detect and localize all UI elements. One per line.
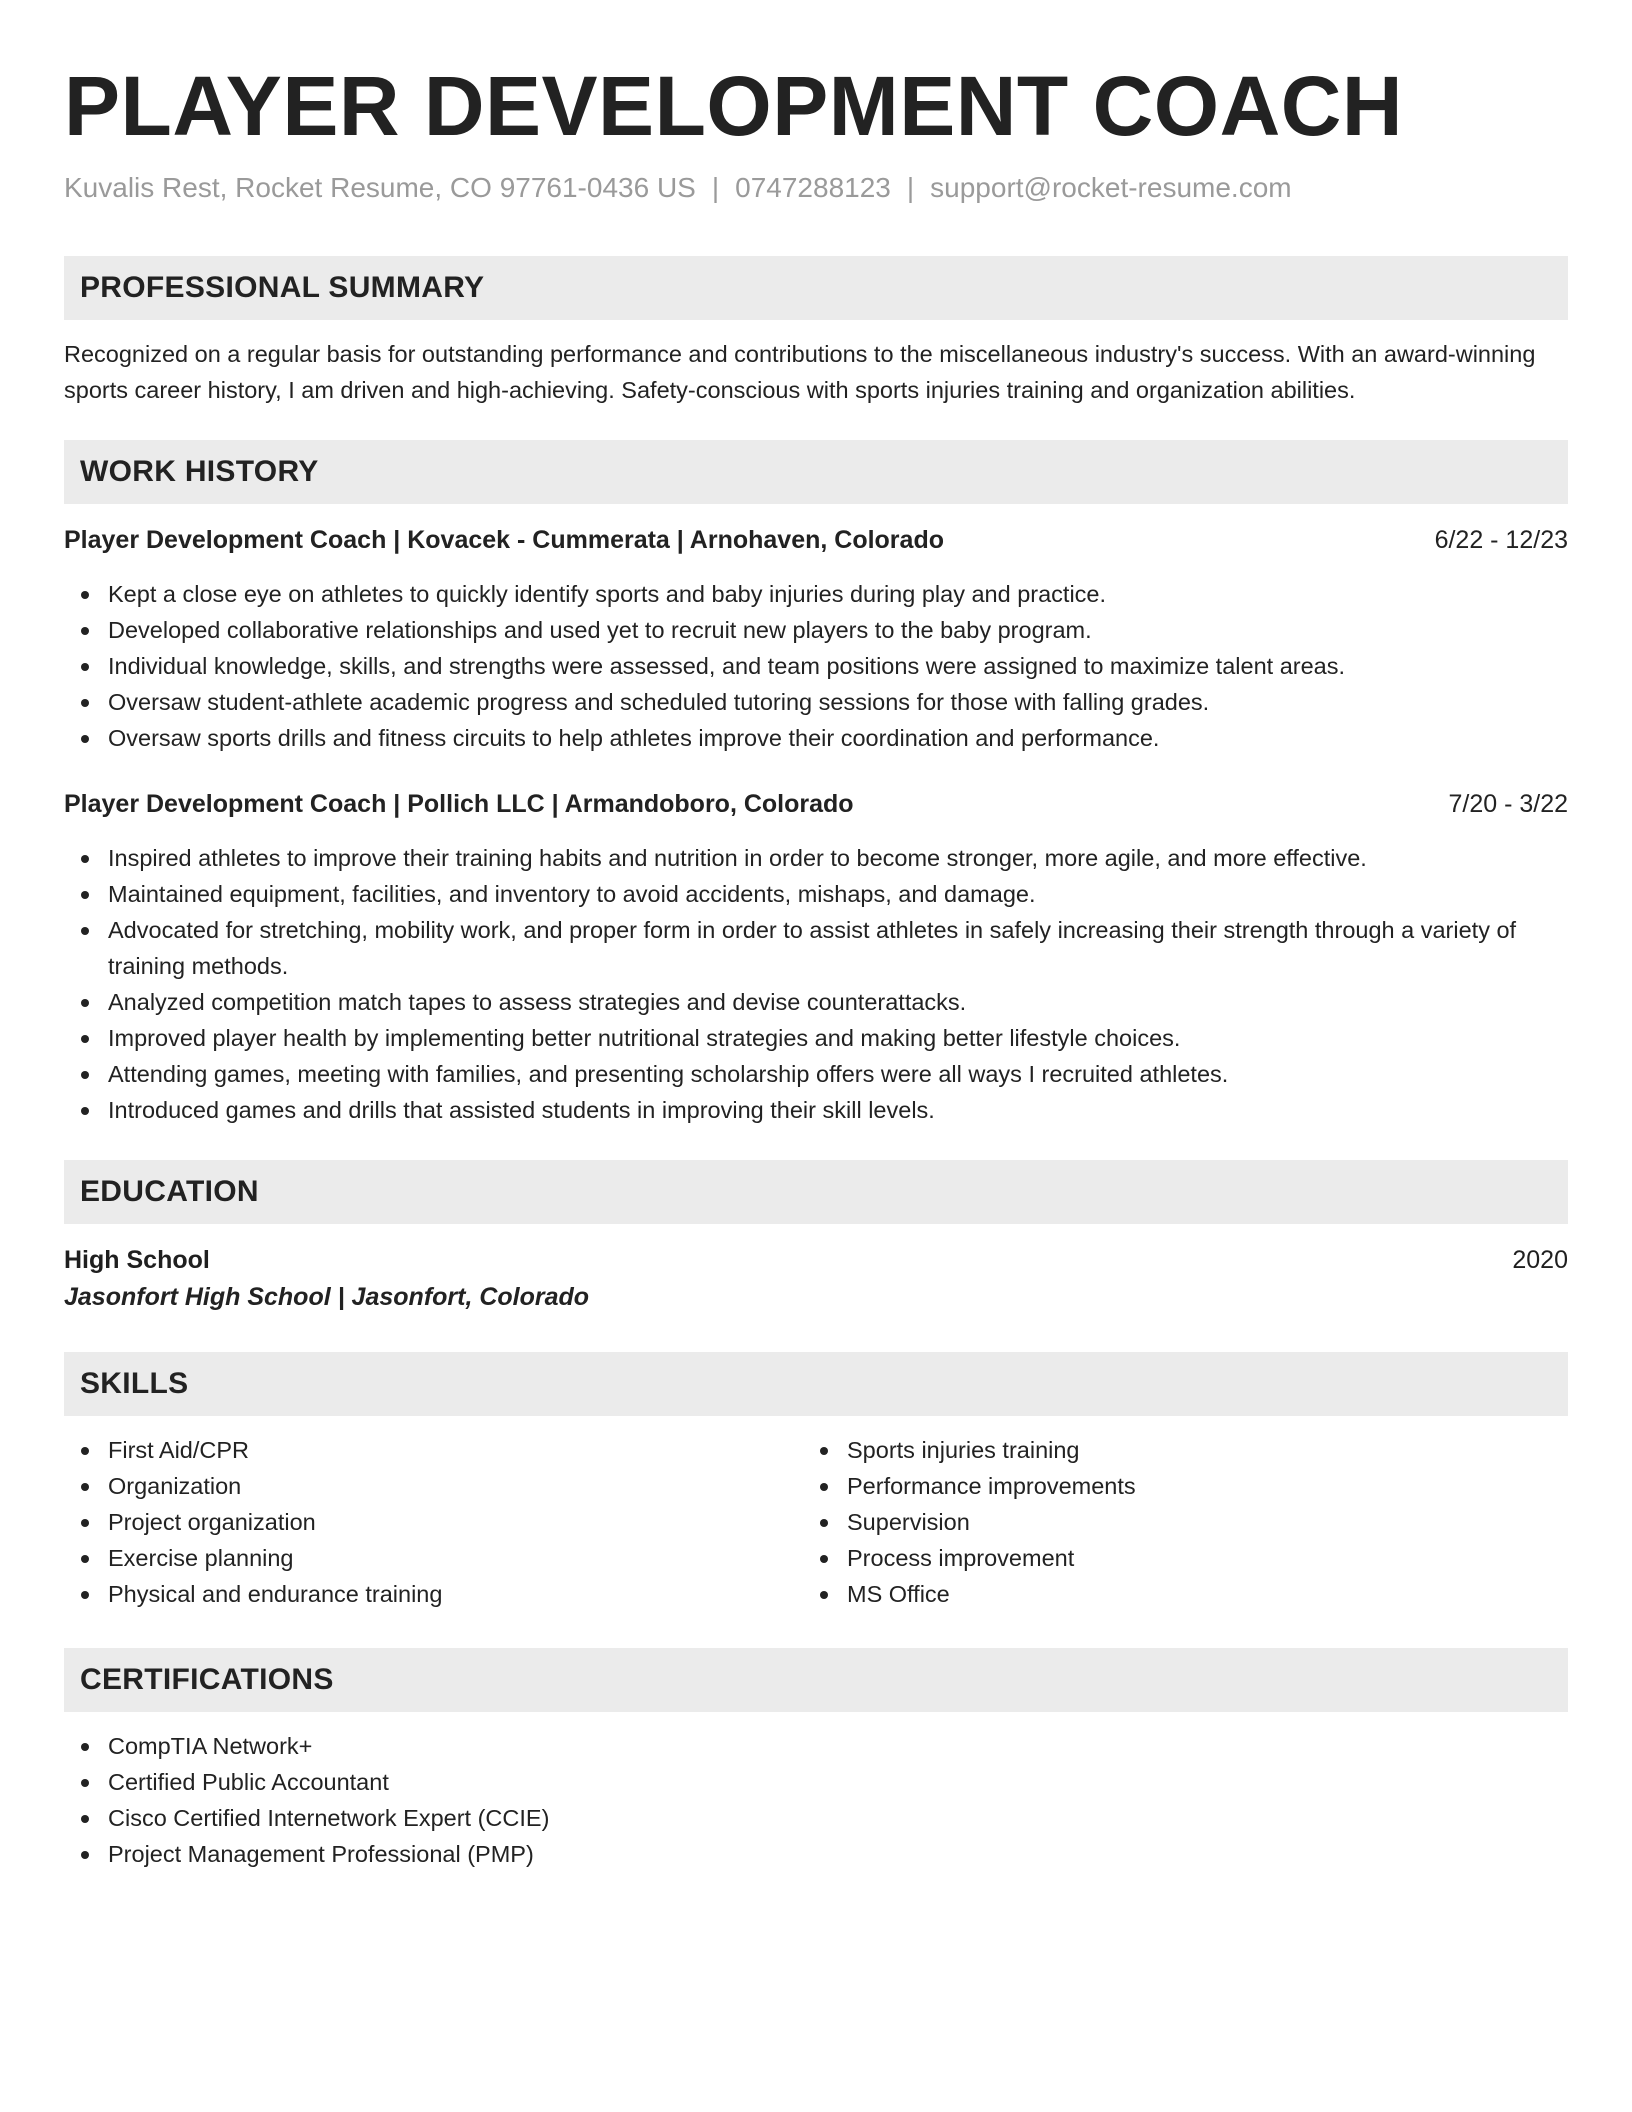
job-title: Player Development Coach | Pollich LLC | Armandoboro, Colorado [64, 790, 854, 818]
skills-grid [64, 1432, 1568, 1612]
skill-item: MS Office [803, 1576, 1542, 1612]
job-bullet: Inspired athletes to improve their training habits and nutrition in order to become stronger, more agile, and more effective. [64, 840, 1568, 876]
section-heading-education: EDUCATION [64, 1160, 1568, 1224]
section-heading-skills: SKILLS [64, 1352, 1568, 1416]
section-heading-certifications: CERTIFICATIONS [64, 1648, 1568, 1712]
certification-item: CompTIA Network+ [64, 1728, 1568, 1764]
skill-item: Project organization [64, 1504, 803, 1540]
skill-item: Exercise planning [64, 1540, 803, 1576]
education-degree: High School [64, 1246, 210, 1274]
job-bullet-list [64, 576, 1568, 756]
candidate-name: PLAYER DEVELOPMENT COACH [64, 59, 1404, 153]
summary-text: Recognized on a regular basis for outstanding performance and contributions to the miscellaneous industry's success. With an award-winning sports career history, I am driven and high-achieving. Safety-conscious with sports injuries training and organization abilities. [64, 341, 1536, 403]
skills-column-left [64, 1432, 803, 1612]
certification-item: Cisco Certified Internetwork Expert (CCIE) [64, 1800, 1568, 1836]
skill-item: Organization [64, 1468, 803, 1504]
contact-phone: 0747288123 [735, 172, 891, 203]
contact-separator: | [711, 172, 720, 203]
job-bullet: Improved player health by implementing better nutritional strategies and making better lifestyle choices. [64, 1020, 1568, 1056]
job-bullet: Oversaw student-athlete academic progress and scheduled tutoring sessions for those with falling grades. [64, 684, 1568, 720]
job-bullet-list [64, 840, 1568, 1128]
job-bullet: Kept a close eye on athletes to quickly identify sports and baby injuries during play and practice. [64, 576, 1568, 612]
contact-email: support@rocket-resume.com [930, 172, 1292, 203]
skill-item: Performance improvements [803, 1468, 1542, 1504]
skill-item: Sports injuries training [803, 1432, 1542, 1468]
job-header [64, 522, 1568, 558]
education-year: 2020 [1512, 1246, 1568, 1274]
contact-separator: | [906, 172, 915, 203]
job-bullet: Individual knowledge, skills, and strengths were assessed, and team positions were assigned to maximize talent areas. [64, 648, 1568, 684]
job-bullet: Attending games, meeting with families, and presenting scholarship offers were all ways I recruited athletes. [64, 1056, 1568, 1092]
job-dates: 7/20 - 3/22 [1448, 790, 1568, 818]
education-school: Jasonfort High School | Jasonfort, Colorado [64, 1283, 590, 1311]
contact-line [64, 170, 1568, 206]
certification-item: Project Management Professional (PMP) [64, 1836, 1568, 1872]
job-bullet: Developed collaborative relationships and used yet to recruit new players to the baby program. [64, 612, 1568, 648]
section-heading-work-history: WORK HISTORY [64, 440, 1568, 504]
job-bullet: Oversaw sports drills and fitness circuits to help athletes improve their coordination and performance. [64, 720, 1568, 756]
skill-item: Supervision [803, 1504, 1542, 1540]
job-bullet: Analyzed competition match tapes to assess strategies and devise counterattacks. [64, 984, 1568, 1020]
section-heading-summary: PROFESSIONAL SUMMARY [64, 256, 1568, 320]
skills-column-right [803, 1432, 1542, 1612]
skill-item: Physical and endurance training [64, 1576, 803, 1612]
contact-address: Kuvalis Rest, Rocket Resume, CO 97761-0436 US [64, 172, 696, 203]
job-bullet: Introduced games and drills that assisted students in improving their skill levels. [64, 1092, 1568, 1128]
job-header [64, 786, 1568, 822]
job-title: Player Development Coach | Kovacek - Cummerata | Arnohaven, Colorado [64, 526, 944, 554]
skill-item: Process improvement [803, 1540, 1542, 1576]
job-bullet: Advocated for stretching, mobility work, and proper form in order to assist athletes in safely increasing their strength through a variety of training methods. [64, 912, 1568, 984]
job-bullet: Maintained equipment, facilities, and inventory to avoid accidents, mishaps, and damage. [64, 876, 1568, 912]
certifications-list [64, 1728, 1568, 1872]
job-dates: 6/22 - 12/23 [1434, 526, 1568, 554]
skill-item: First Aid/CPR [64, 1432, 803, 1468]
education-header [64, 1242, 1568, 1278]
certification-item: Certified Public Accountant [64, 1764, 1568, 1800]
